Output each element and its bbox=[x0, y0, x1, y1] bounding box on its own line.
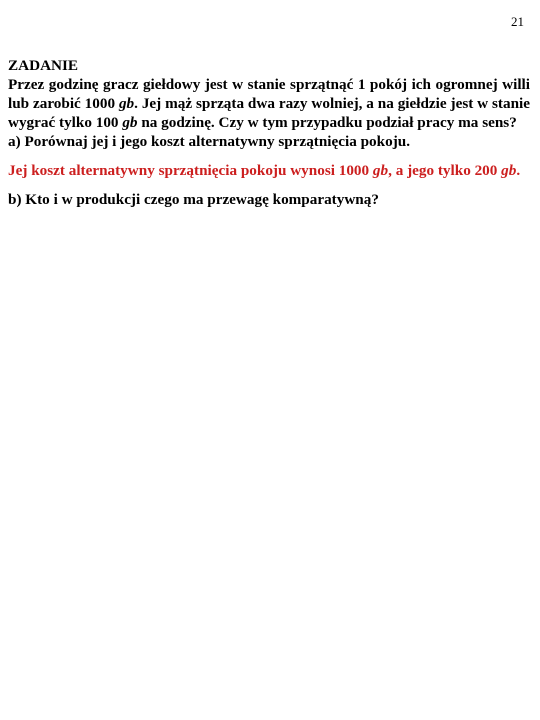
task-intro-text-3: na godzinę. Czy w tym przypadku podział pracy ma sens? bbox=[137, 114, 517, 131]
task-intro-text-1: Przez godzinę gracz giełdowy jest w stanie sprzątnąć 1 pokój ich ogromnej willi lub zarobić 1000 bbox=[8, 76, 530, 112]
currency-unit: gb bbox=[501, 162, 517, 179]
answer-a-text-2: , a jego tylko 200 bbox=[388, 162, 502, 179]
page-number: 21 bbox=[511, 14, 524, 29]
answer-a-text-3: . bbox=[516, 162, 521, 179]
task-heading: ZADANIE bbox=[8, 57, 79, 74]
task-content bbox=[8, 56, 530, 209]
currency-unit: gb bbox=[122, 114, 138, 131]
answer-a bbox=[8, 161, 530, 180]
task-intro bbox=[8, 75, 530, 132]
question-a: a) Porównaj jej i jego koszt alternatywny sprzątnięcia pokoju. bbox=[8, 133, 410, 150]
answer-a-text-1: Jej koszt alternatywny sprzątnięcia pokoju wynosi 1000 bbox=[8, 162, 373, 179]
currency-unit: gb bbox=[118, 95, 135, 112]
question-b: b) Kto i w produkcji czego ma przewagę komparatywną? bbox=[8, 191, 379, 208]
task-intro-text-2: . Jej mąż sprząta dwa razy wolniej, a na giełdzie jest w stanie wygrać tylko 100 bbox=[8, 95, 530, 131]
currency-unit: gb bbox=[372, 162, 389, 179]
